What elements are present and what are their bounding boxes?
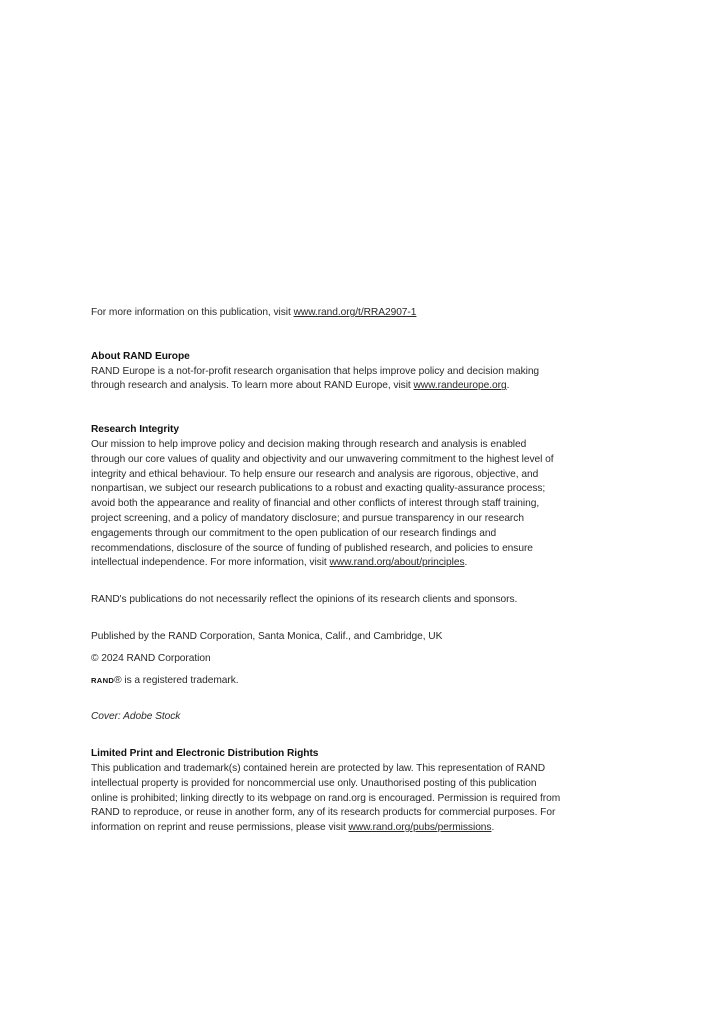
randeurope-link[interactable]: www.randeurope.org bbox=[413, 380, 507, 392]
more-info-line bbox=[91, 306, 561, 321]
integrity-heading: Research Integrity bbox=[91, 424, 179, 436]
integrity-text: Our mission to help improve policy and decision making through research and analysis is enabled through our core values of quality and objectivity and our unwavering commitment to the highest level of integrity and ethical behaviour. To help ensure our research and analysis are rigorous, objective, and nonpartisan, we subject our research publications to a robust and exacting quality-assurance process; avoid both the appearance and reality of financial and other conflicts of interest through staff training, project screening, and a policy of mandatory disclosure; and pursue transparency in our research engagements through our commitment to the open publication of our research findings and recommendations, disclosure of the source of funding of published research, and policies to ensure intellectual independence. For more information, visit bbox=[91, 438, 554, 569]
about-text: RAND Europe is a not-for-profit research organisation that helps improve policy and decision making through research and analysis. To learn more about RAND Europe, visit bbox=[91, 365, 540, 392]
published-by-text: Published by the RAND Corporation, Santa Monica, Calif., and Cambridge, UK bbox=[91, 630, 443, 642]
disclaimer-text: RAND's publications do not necessarily reflect the opinions of its research clients and sponsors. bbox=[91, 594, 518, 606]
publication-link[interactable]: www.rand.org/t/RRA2907-1 bbox=[293, 307, 417, 318]
cover-credit: Cover: Adobe Stock bbox=[91, 711, 181, 723]
about-suffix: . bbox=[506, 380, 510, 392]
rights-text: This publication and trademark(s) contained herein are protected by law. This representation of RAND intellectual property is provided for noncommercial use only. Unauthorised posting of this publication online is prohibited; linking directly to its webpage on rand.org is encouraged. Permission is required from RAND to reproduce, or reuse in another form, any of its research products for commercial purposes. For information on reprint and reuse permissions, please visit bbox=[91, 762, 561, 834]
rights-body bbox=[91, 762, 561, 836]
copyright-page bbox=[91, 306, 561, 836]
rights-heading: Limited Print and Electronic Distribution Rights bbox=[91, 748, 319, 760]
rights-suffix: . bbox=[491, 822, 495, 834]
permissions-link[interactable]: www.rand.org/pubs/permissions bbox=[348, 822, 492, 834]
principles-link[interactable]: www.rand.org/about/principles bbox=[329, 557, 465, 569]
rand-wordmark: RAND bbox=[91, 675, 115, 685]
copyright-text: © 2024 RAND Corporation bbox=[91, 652, 211, 664]
integrity-suffix: . bbox=[464, 557, 468, 569]
integrity-body bbox=[91, 438, 561, 571]
more-info-text: For more information on this publication, visit bbox=[91, 307, 294, 318]
about-heading: About RAND Europe bbox=[91, 350, 190, 362]
trademark-text: ® is a registered trademark. bbox=[114, 674, 239, 686]
trademark-line bbox=[91, 674, 561, 689]
about-body bbox=[91, 365, 561, 395]
